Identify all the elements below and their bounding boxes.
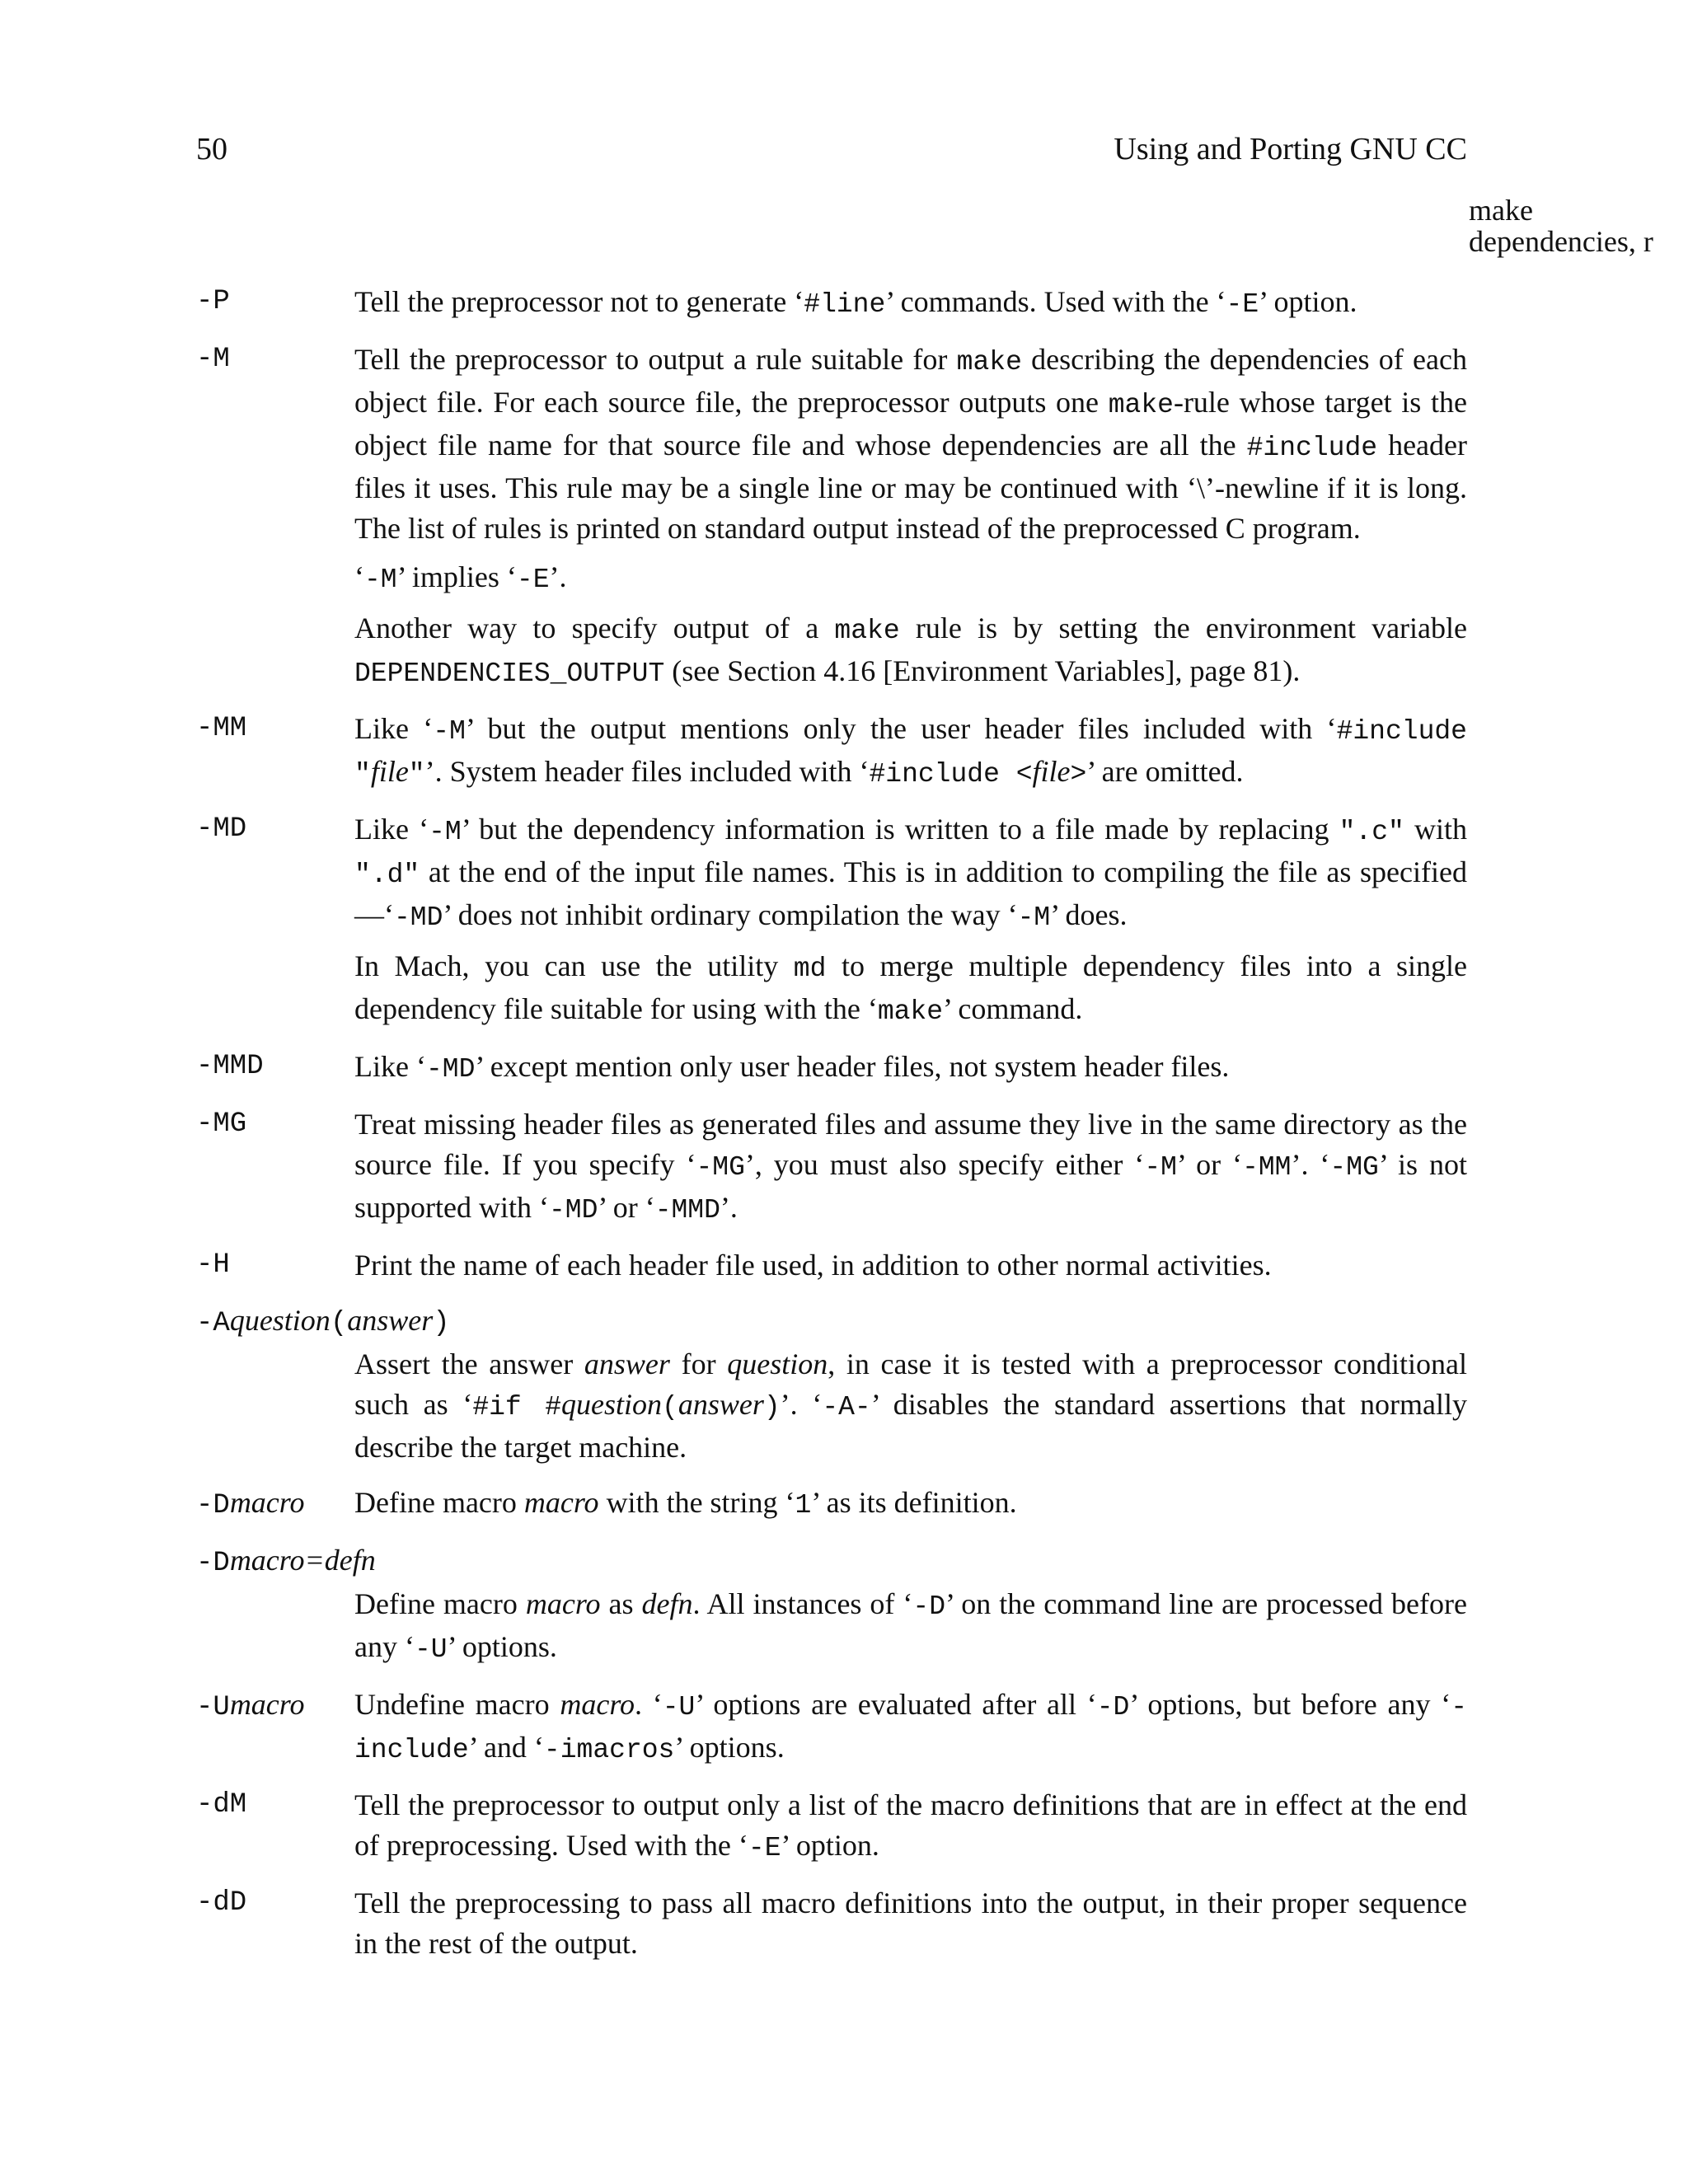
option-description	[354, 809, 1467, 1032]
option-description	[354, 1047, 1467, 1090]
page-number: 50	[196, 132, 227, 166]
option-description	[354, 1685, 1467, 1770]
option-term: -MMD	[196, 1051, 264, 1082]
margin-note-line-2: dependencies, r	[1469, 225, 1653, 258]
description-paragraph: Define macro macro with the string ‘1’ as its definition.	[354, 1486, 1017, 1521]
option-term: -H	[196, 1249, 230, 1281]
description-paragraph: Print the name of each header file used, in addition to other normal activities.	[354, 1249, 1272, 1282]
option-term: -Dmacro	[196, 1486, 305, 1521]
option-entry-U-macro	[196, 1685, 1467, 1770]
description-paragraph: Tell the preprocessor to output only a list of the macro definitions that are in effect at the end of preprocessing. Used with the ‘-E’ option.	[354, 1788, 1467, 1863]
option-entry-D-macro	[196, 1483, 1467, 1526]
option-term: -P	[196, 286, 230, 317]
description-paragraph: Undefine macro macro. ‘-U’ options are evaluated after all ‘-D’ options, but before any ‘-include’ and ‘-imacros’ options.	[354, 1688, 1467, 1765]
margin-index-note	[1469, 194, 1653, 257]
description-paragraph: Like ‘-M’ but the dependency information is written to a file made by replacing ".c" with ".d" at the end of the input file names. This is in addition to compiling the file as specified—‘-MD’ does not inhibit ordinary compilation the way ‘-M’ does.	[354, 813, 1467, 933]
option-description	[354, 282, 1467, 325]
option-term: -MD	[196, 813, 247, 845]
description-paragraph: Assert the answer answer for question, in case it is tested with a preprocessor conditional such as ‘#if #question(answer)’. ‘-A-’ disables the standard assertions that normally describe the target machine.	[354, 1347, 1467, 1464]
option-description	[354, 1785, 1467, 1868]
option-description	[354, 1584, 1467, 1670]
option-term: -dD	[196, 1887, 247, 1919]
option-description	[354, 1344, 1467, 1468]
description-paragraph: Treat missing header files as generated files and assume they live in the same directory as the source file. If you specify ‘-MG’, you must also specify either ‘-M’ or ‘-MM’. ‘-MG’ is not supported with ‘-MD’ or ‘-MMD’.	[354, 1108, 1467, 1226]
description-paragraph: In Mach, you can use the utility md to merge multiple dependency files into a single dependency file suitable for using with the ‘make’ command.	[354, 949, 1468, 1027]
option-entry-MG	[196, 1104, 1467, 1230]
description-paragraph: Like ‘-MD’ except mention only user header files, not system header files.	[354, 1050, 1230, 1085]
margin-note-line-1: make	[1469, 194, 1533, 227]
option-term: -Dmacro=defn	[196, 1544, 376, 1579]
option-list	[196, 282, 1467, 1979]
description-paragraph: Tell the preprocessor to output a rule suitable for make describing the dependencies of each object file. For each source file, the preprocessor outputs one make-rule whose target is the object file name for that source file and whose dependencies are all the #include header files it uses. This rule may be a single line or may be continued with ‘\’-newline if it is long. The list of rules is printed on standard output instead of the preprocessed C program.	[354, 343, 1467, 545]
option-entry-MM	[196, 709, 1467, 794]
option-entry-D-macro-defn	[196, 1540, 1467, 1670]
running-header-title: Using and Porting GNU CC	[1114, 132, 1467, 166]
option-description	[354, 340, 1467, 694]
option-term: -Aquestion(answer)	[196, 1304, 450, 1339]
option-entry-A	[196, 1301, 1467, 1468]
description-paragraph: Another way to specify output of a make rule is by setting the environment variable DEPENDENCIES_OUTPUT (see Section 4.16 [Environment Variables], page 81).	[354, 612, 1467, 689]
option-description	[354, 709, 1467, 794]
description-paragraph: Tell the preprocessing to pass all macro definitions into the output, in their proper sequence in the rest of the output.	[354, 1886, 1467, 1960]
option-description	[354, 1104, 1467, 1230]
option-term: -Umacro	[196, 1688, 305, 1723]
option-entry-dD	[196, 1883, 1467, 1964]
description-paragraph: Tell the preprocessor not to generate ‘#line’ commands. Used with the ‘-E’ option.	[354, 285, 1357, 320]
option-description	[354, 1245, 1467, 1286]
option-entry-M	[196, 340, 1467, 694]
description-paragraph: Define macro macro as defn. All instances of ‘-D’ on the command line are processed before any ‘-U’ options.	[354, 1587, 1467, 1665]
option-description	[354, 1483, 1467, 1526]
option-term: -M	[196, 344, 230, 375]
option-term: -MM	[196, 713, 247, 744]
description-paragraph: ‘-M’ implies ‘-E’.	[354, 560, 567, 595]
option-entry-MD	[196, 809, 1467, 1032]
option-entry-P	[196, 282, 1467, 325]
option-term: -MG	[196, 1108, 247, 1140]
option-entry-H	[196, 1245, 1467, 1286]
option-term: -dM	[196, 1789, 247, 1821]
option-entry-MMD	[196, 1047, 1467, 1090]
option-entry-dM	[196, 1785, 1467, 1868]
description-paragraph: Like ‘-M’ but the output mentions only the user header files included with ‘#include "file"’. System header files included with ‘#include <file>’ are omitted.	[354, 712, 1467, 790]
option-description	[354, 1883, 1467, 1964]
